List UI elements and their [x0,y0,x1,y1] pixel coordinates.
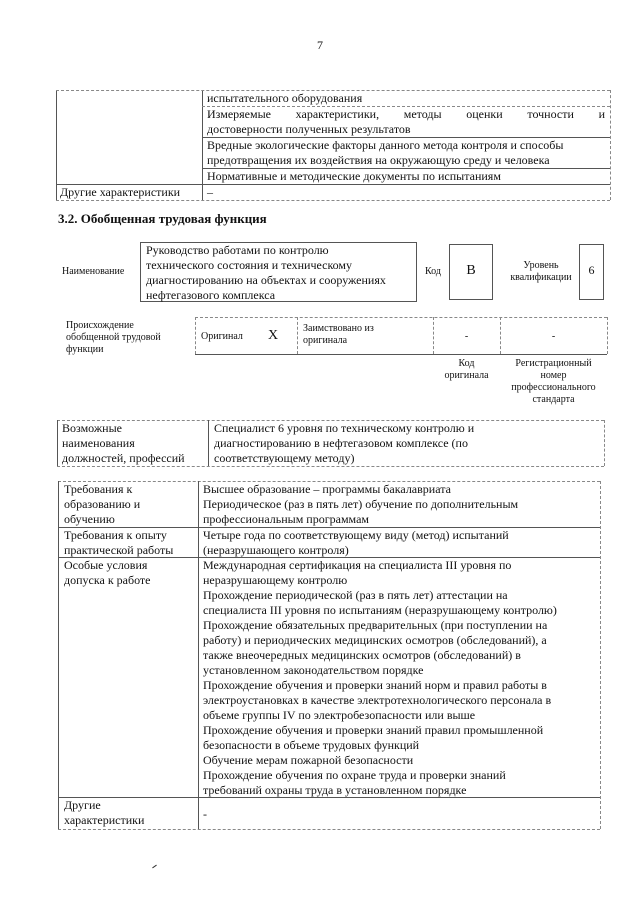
reg-caption-line: стандарта [532,394,575,405]
positions-label-line: Возможные [62,421,122,435]
experience-label [64,528,173,558]
conditions-value [203,558,557,798]
conditions-value-line: работу) и периодических медицинских осмотров (обследований), а [203,633,547,647]
borrowed-line: оригинала [303,335,348,346]
conditions-value-line: Прохождение периодической (раз в пять лет) аттестации на [203,588,508,602]
top-table-row: испытательного оборудования [207,91,363,105]
top-table-row: предотвращения их воздействия на окружающую среду и человека [207,153,550,167]
conditions-value-line: Прохождение обязательных предварительных (при поступлении на [203,618,548,632]
conditions-value-line: безопасности в объеме трудовых функций [203,738,420,752]
conditions-value-line: неразрушающему контролю [203,573,348,587]
level-label-line: квалификации [510,272,572,283]
level-label [502,260,580,284]
positions-value-line: Специалист 6 уровня по техническому контролю и [214,421,475,435]
conditions-value-line: объеме группы IV по электробезопасности или выше [203,708,476,722]
conditions-label [64,558,151,588]
conditions-value-line: Прохождение обучения и проверки знаний норм и правил работы в [203,678,547,692]
name-line: нефтегазового комплекса [146,288,276,302]
positions-label [62,421,185,466]
original-label: Оригинал [201,331,243,342]
reg-caption-line: Регистрационный [515,358,592,369]
other-label-line: характеристики [64,813,145,827]
education-value-line: Высшее образование – программы бакалавриата [203,482,451,496]
conditions-label-line: допуска к работе [64,573,151,587]
code-caption-line: оригинала [444,370,489,381]
education-label-line: образованию и [64,497,141,511]
education-value-line: профессиональным программам [203,512,369,526]
top-table-row: Измеряемые характеристики, методы оценки точности и [207,107,605,121]
conditions-value-line: также внеочередных медицинских осмотров (обследований) в [203,648,521,662]
name-line: технического состояния и техническому [146,258,353,272]
reg-caption-line: номер [540,370,567,381]
code-value: B [466,263,476,278]
original-mark: X [268,328,279,343]
scan-mark [152,865,157,869]
other-label-line: Другие [64,798,101,812]
conditions-value-line: установленном законодательством порядке [203,663,424,677]
positions-label-line: должностей, профессий [62,451,185,465]
positions-value-line: диагностированию в нефтегазовом комплексе (по [214,436,468,450]
education-label-line: обучению [64,512,115,526]
education-value [203,482,518,527]
experience-label-line: Требования к опыту [64,528,167,542]
origin-label-line: функции [66,344,104,355]
other-value: - [203,807,207,821]
top-table-other-value: – [207,185,213,199]
conditions-value-line: электроустановках в качестве электротехнологического персонала в [203,693,552,707]
experience-value-line: Четыре года по соответствующему виду (метод) испытаний [203,528,509,542]
experience-value [203,528,509,558]
education-value-line: Периодическое (раз в пять лет) обучение по дополнительным [203,497,519,511]
top-table-row: достоверности полученных результатов [207,122,411,136]
other-label [64,798,144,828]
origin-code-dash: - [464,331,469,342]
positions-value [214,421,474,466]
name-label: Наименование [62,266,125,277]
conditions-label-line: Особые условия [64,558,148,572]
education-label-line: Требования к [64,482,133,496]
reg-caption [500,358,607,406]
conditions-value-line: требований охраны труда в установленном порядке [203,783,467,797]
name-line: Руководство работами по контролю [146,243,329,257]
level-label-line: Уровень [523,260,559,271]
conditions-value-line: Обучение мерам пожарной безопасности [203,753,414,767]
conditions-value-line: Международная сертификация на специалиста III уровня по [203,558,512,572]
experience-label-line: практической работы [64,543,174,557]
origin-label [66,320,161,356]
origin-label-line: Происхождение [66,320,134,331]
code-caption [433,358,500,382]
borrowed-label [303,323,374,347]
code-label: Код [425,266,441,277]
top-table-row: Нормативные и методические документы по испытаниям [207,169,501,183]
reg-caption-line: профессионального [511,382,596,393]
conditions-value-line: Прохождение обучения по охране труда и проверки знаний [203,768,506,782]
origin-label-line: обобщенной трудовой [66,332,161,343]
name-line: диагностированию на объектах и сооружениях [146,273,386,287]
code-caption-line: Код [458,358,475,369]
top-table-other-label: Другие характеристики [60,185,181,199]
positions-label-line: наименования [62,436,135,450]
level-value: 6 [588,263,595,277]
top-table-row: Вредные экологические факторы данного метода контроля и способы [207,138,564,152]
conditions-value-line: Прохождение обучения и проверки знаний правил промышленной [203,723,544,737]
borrowed-line: Заимствовано из [303,323,374,334]
education-label [64,482,140,527]
page-number: 7 [317,38,323,52]
experience-value-line: (неразрушающего контроля) [203,543,349,557]
section-title: 3.2. Обобщенная трудовая функция [58,211,267,226]
conditions-value-line: специалиста III уровня по испытаниям (неразрушающему контролю) [203,603,557,617]
positions-value-line: соответствующему методу) [214,451,355,465]
origin-reg-dash: - [551,331,556,342]
